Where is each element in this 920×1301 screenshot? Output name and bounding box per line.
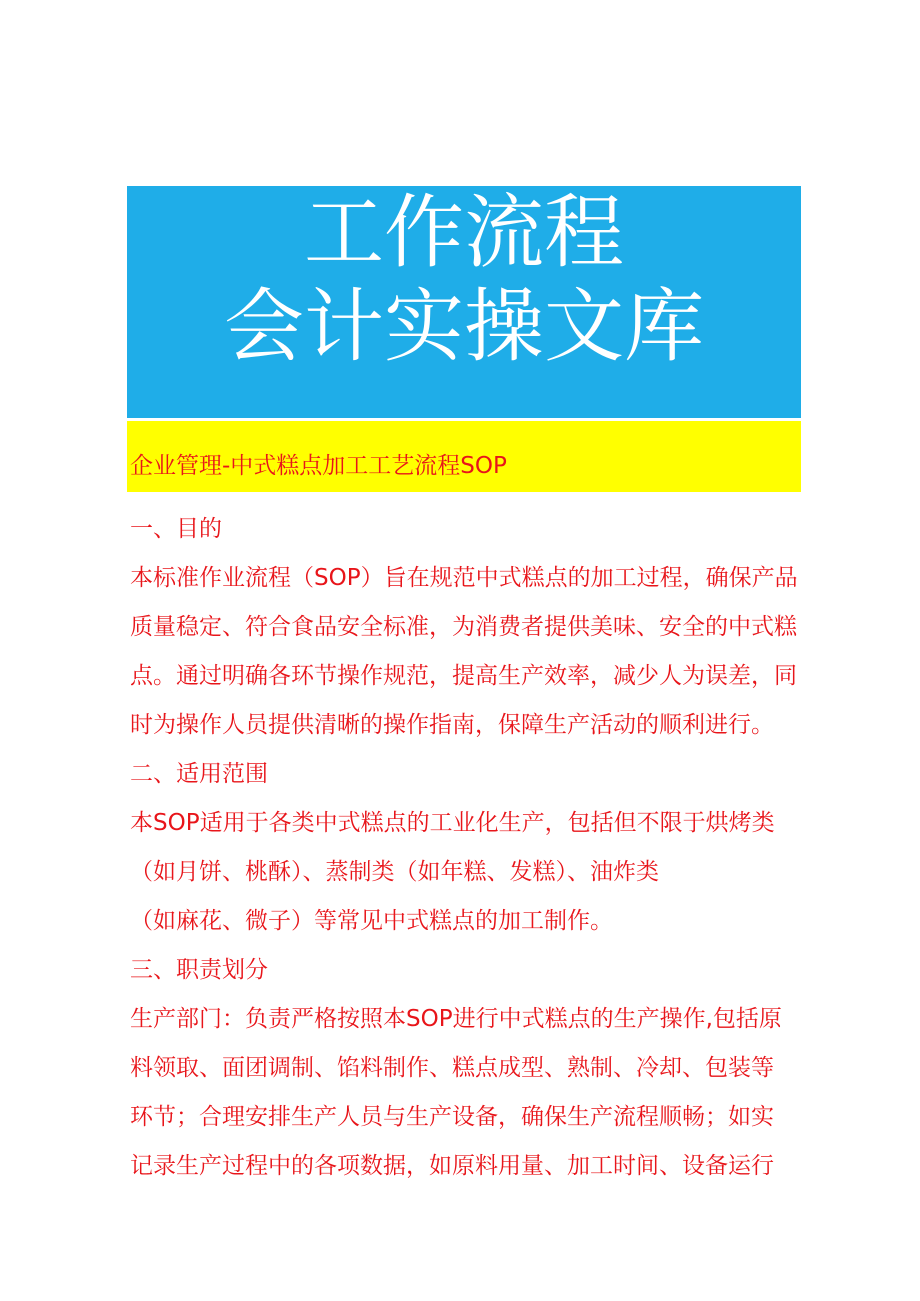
paragraph-line: （如麻花、微子）等常见中式糕点的加工制作。 xyxy=(130,908,613,934)
paragraph-line: 质量稳定、符合食品安全标准，为消费者提供美味、安全的中式糕 xyxy=(130,614,797,640)
paragraph-line: 点。通过明确各环节操作规范，提高生产效率，减少人为误差，同 xyxy=(130,663,797,689)
section-heading-scope: 二、适用范围 xyxy=(130,761,268,787)
paragraph-line: 料领取、面团调制、馅料制作、糕点成型、熟制、冷却、包装等 xyxy=(130,1055,774,1081)
paragraph-line: 时为操作人员提供清晰的操作指南，保障生产活动的顺利进行。 xyxy=(130,712,774,738)
document-body xyxy=(130,505,802,1191)
section-paragraph-purpose xyxy=(130,554,802,750)
paragraph-line: 本标准作业流程（SOP）旨在规范中式糕点的加工过程，确保产品 xyxy=(130,565,798,591)
paragraph-line: 本SOP适用于各类中式糕点的工业化生产，包括但不限于烘烤类 xyxy=(130,810,775,836)
paragraph-line: 环节；合理安排生产人员与生产设备，确保生产流程顺畅；如实 xyxy=(130,1104,774,1130)
section-paragraph-scope xyxy=(130,799,802,946)
paragraph-line: 生产部门：负责严格按照本SOP进行中式糕点的生产操作,包括原 xyxy=(130,1006,782,1032)
section-heading-purpose: 一、目的 xyxy=(130,516,222,542)
banner-title-line-2: 会计实操文库 xyxy=(224,280,704,373)
paragraph-line: （如月饼、桃酥）、蒸制类（如年糕、发糕）、油炸类 xyxy=(130,859,659,885)
subtitle-bar xyxy=(127,421,801,492)
document-subtitle: 企业管理-中式糕点加工工艺流程SOP xyxy=(130,453,507,479)
section-paragraph-responsibilities xyxy=(130,995,802,1191)
banner-title-line-1: 工作流程 xyxy=(304,186,624,279)
paragraph-line: 记录生产过程中的各项数据，如原料用量、加工时间、设备运行 xyxy=(130,1153,774,1179)
section-heading-responsibilities: 三、职责划分 xyxy=(130,957,268,983)
